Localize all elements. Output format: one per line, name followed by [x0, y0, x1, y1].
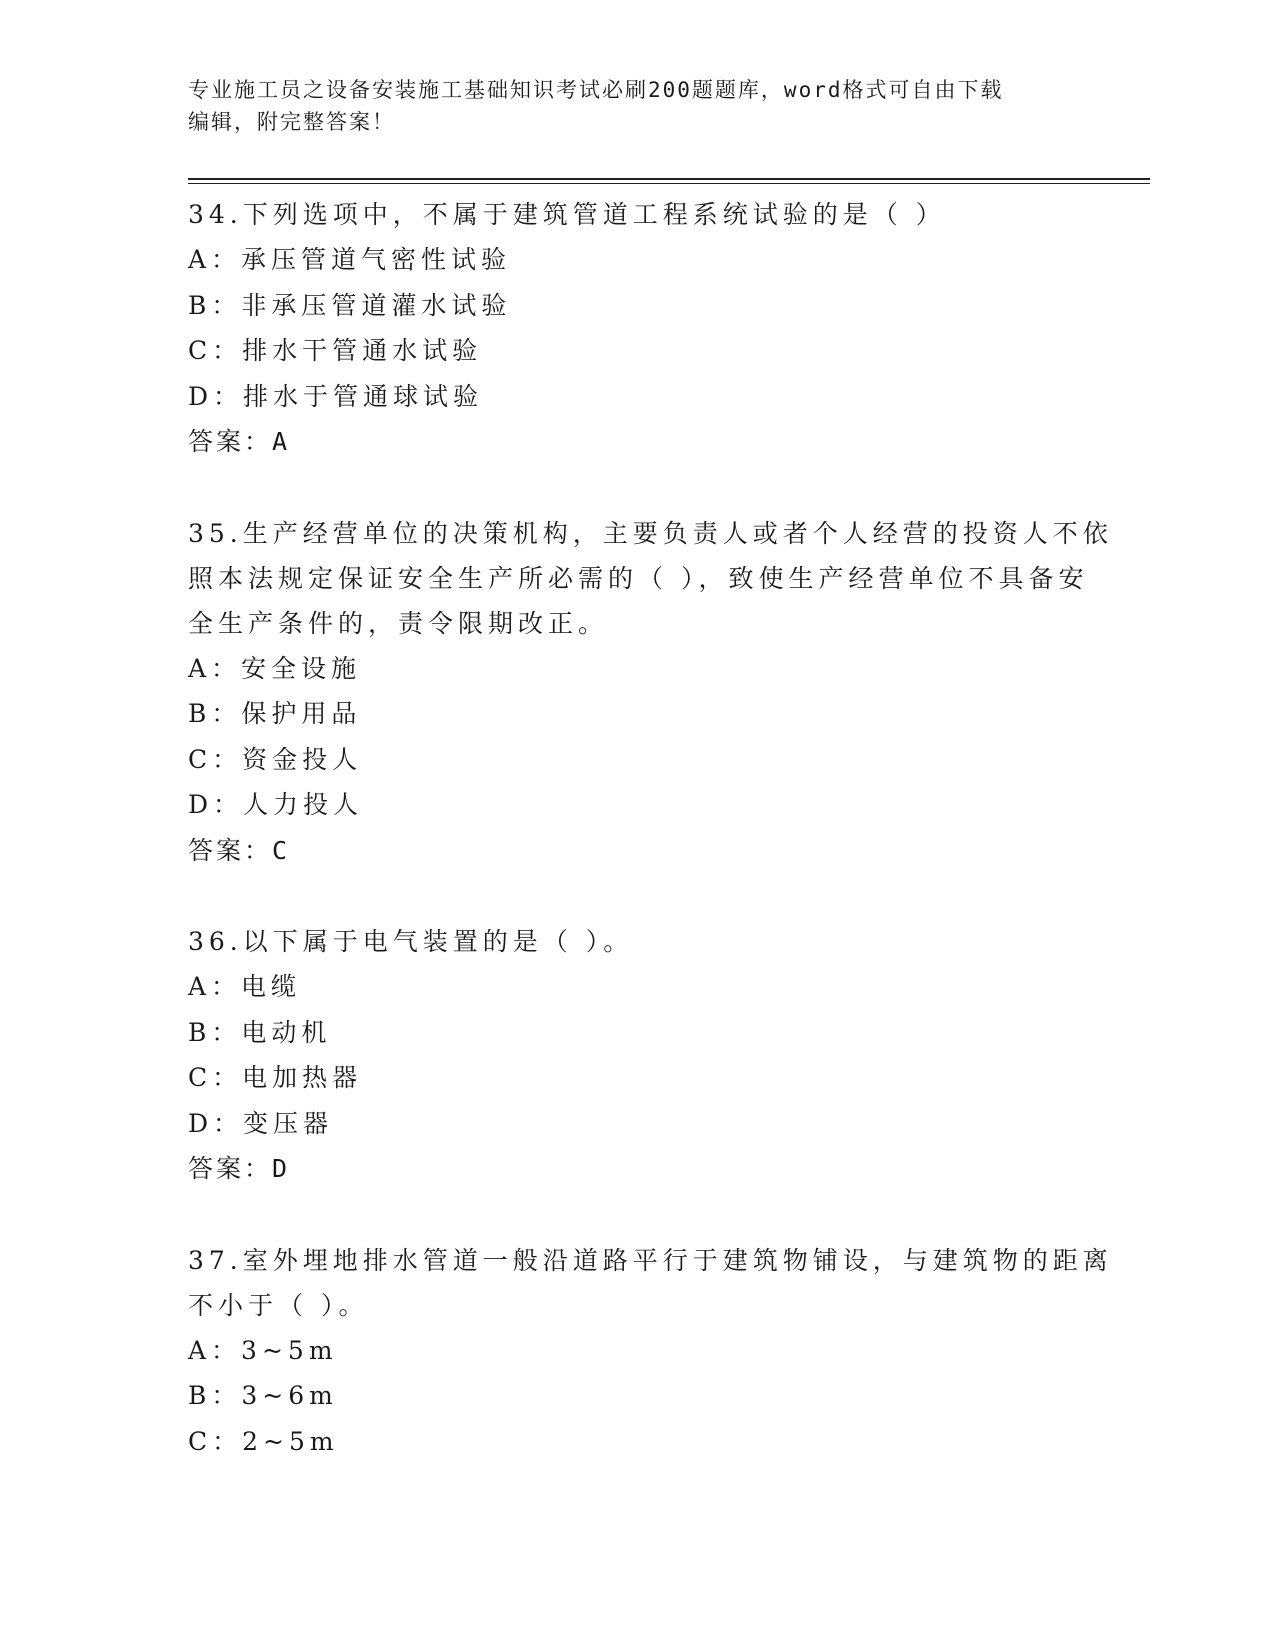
option-a: A：3~5m: [188, 1335, 338, 1365]
question-stem-cont: 不小于（ ）。: [188, 1290, 369, 1320]
question-stem-cont: 照本法规定保证安全生产所必需的（ ），致使生产经营单位不具备安: [188, 563, 1089, 593]
option-a: A：承压管道气密性试验: [188, 245, 512, 274]
header-divider-thick: [188, 178, 1150, 180]
spacer: [188, 465, 1088, 511]
option-d: D：变压器: [188, 1108, 334, 1138]
option-b: B：保护用品: [188, 699, 362, 728]
option-c: C：电加热器: [188, 1063, 363, 1092]
header-line-2: 编辑，附完整答案！: [188, 110, 395, 134]
question-stem: 37.室外埋地排水管道一般沿道路平行于建筑物铺设，与建筑物的距离: [188, 1245, 1113, 1275]
question-stem: 34.下列选项中，不属于建筑管道工程系统试验的是（ ）: [188, 200, 946, 229]
option-c: C：2~5m: [188, 1426, 339, 1456]
question-stem-cont: 全生产条件的，责令限期改正。: [188, 608, 609, 638]
question-list: [188, 192, 1113, 1464]
question-36: [188, 919, 1088, 1192]
option-a: A：安全设施: [188, 653, 362, 683]
option-d: D：排水于管通球试验: [188, 381, 484, 411]
question-34: [188, 192, 1088, 465]
option-b: B：非承压管道灌水试验: [188, 290, 512, 320]
document-header: [188, 74, 1068, 138]
question-37: [188, 1238, 1113, 1465]
option-c: C：排水干管通水试验: [188, 336, 483, 365]
option-c: C：资金投人: [188, 744, 363, 774]
option-d: D：人力投人: [188, 790, 364, 819]
header-line-1: 专业施工员之设备安装施工基础知识考试必刷200题题库，word格式可自由下载: [188, 78, 1004, 102]
answer-line: 答案：D: [188, 1154, 291, 1183]
question-stem: 36.以下属于电气装置的是（ ）。: [188, 927, 634, 956]
question-35: [188, 511, 1113, 874]
answer-line: 答案：C: [188, 835, 291, 865]
option-b: B：电动机: [188, 1017, 332, 1047]
header-divider-thin: [188, 183, 1150, 184]
spacer: [188, 873, 1088, 919]
spacer: [188, 1192, 1088, 1238]
option-a: A：电缆: [188, 972, 302, 1001]
option-b: B：3~6m: [188, 1381, 338, 1410]
answer-line: 答案：A: [188, 427, 291, 456]
question-stem: 35.生产经营单位的决策机构，主要负责人或者个人经营的投资人不依: [188, 518, 1113, 548]
